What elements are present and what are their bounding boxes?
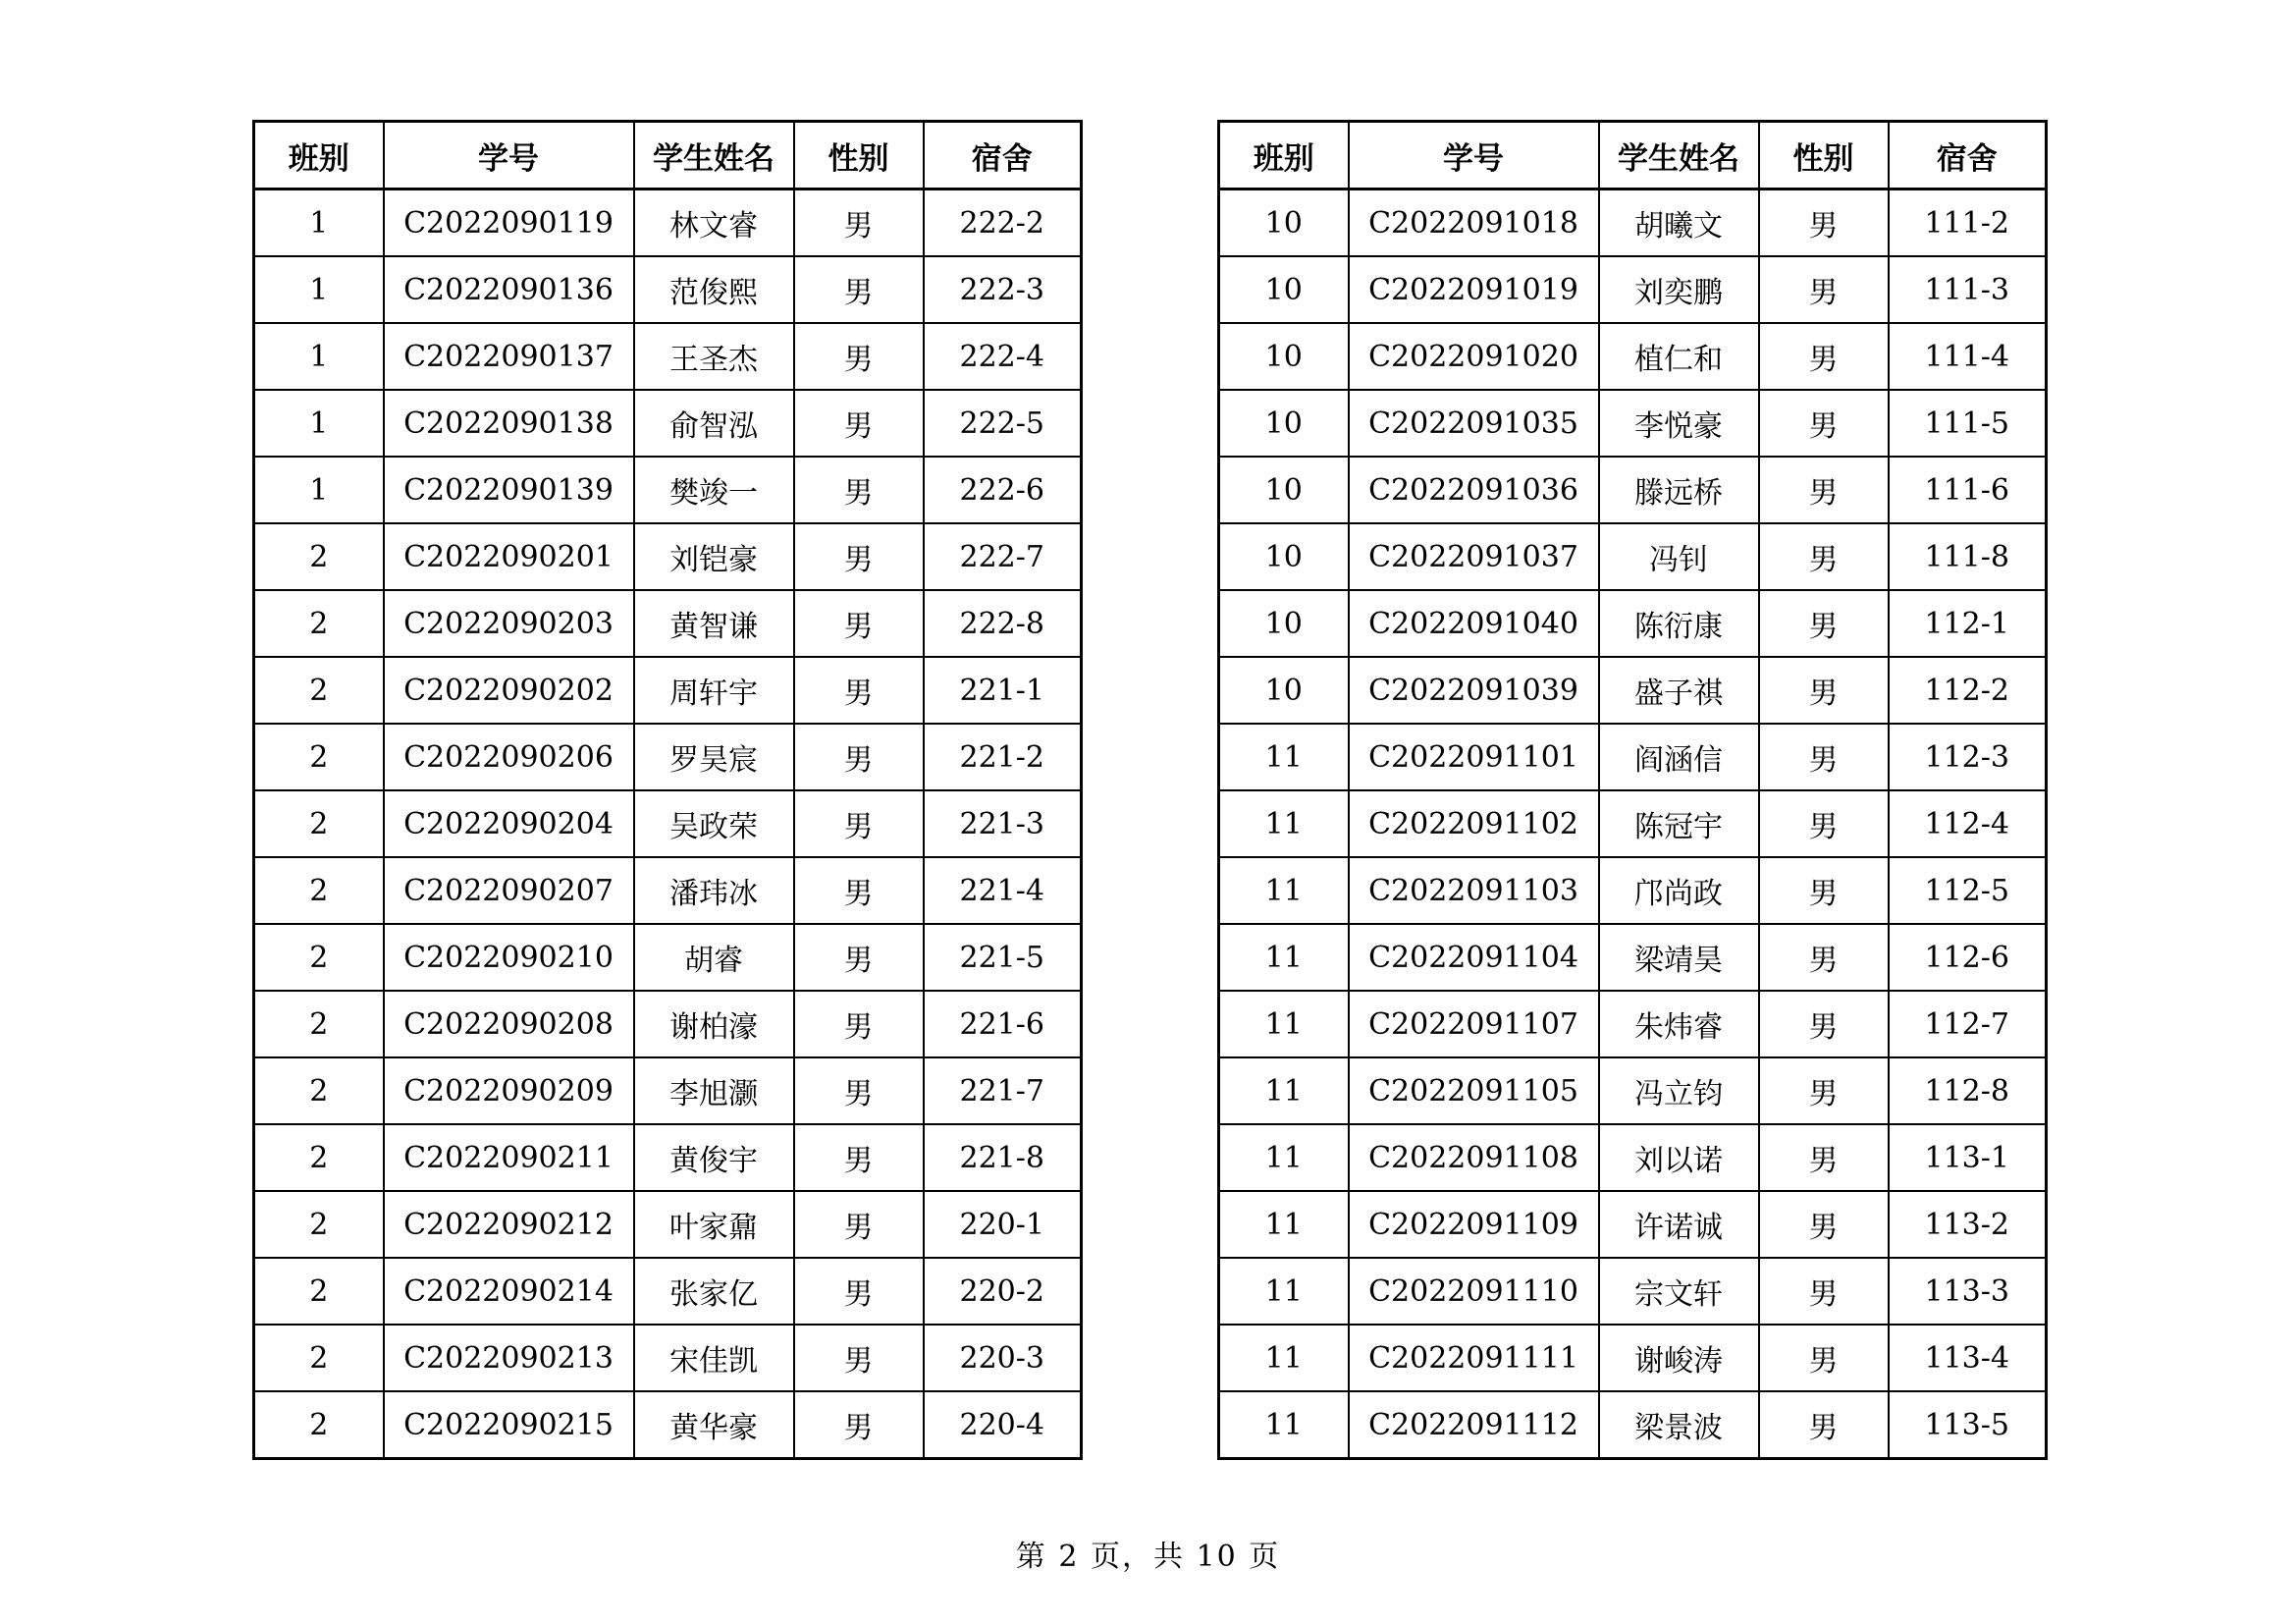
student-id-cell: C2022091112 [1349, 1391, 1599, 1459]
gender-cell: 男 [1759, 1325, 1889, 1391]
gender-cell: 男 [794, 390, 924, 457]
gender-cell: 男 [794, 189, 924, 257]
dormitory-cell: 220-2 [924, 1258, 1082, 1325]
student-name-cell: 陈冠宇 [1599, 790, 1759, 857]
student-id-cell: C2022091110 [1349, 1258, 1599, 1325]
gender-cell: 男 [1759, 991, 1889, 1057]
student-id-cell: C2022090203 [384, 590, 634, 657]
student-id-cell: C2022091102 [1349, 790, 1599, 857]
class-cell: 1 [254, 189, 384, 257]
table-row [254, 657, 1082, 724]
dormitory-cell: 112-4 [1889, 790, 2047, 857]
gender-cell: 男 [794, 724, 924, 790]
table-row [1219, 590, 2047, 657]
gender-cell: 男 [794, 1258, 924, 1325]
student-name-cell: 周轩宇 [634, 657, 794, 724]
student-name-cell: 植仁和 [1599, 323, 1759, 390]
student-name-cell: 叶家鼐 [634, 1191, 794, 1258]
student-id-cell: C2022090206 [384, 724, 634, 790]
class-cell: 11 [1219, 790, 1349, 857]
class-cell: 11 [1219, 724, 1349, 790]
student-name-cell: 冯立钧 [1599, 1057, 1759, 1124]
dormitory-cell: 221-4 [924, 857, 1082, 924]
table-row [254, 323, 1082, 390]
student-name-cell: 刘以诺 [1599, 1124, 1759, 1191]
class-cell: 10 [1219, 256, 1349, 323]
gender-cell: 男 [1759, 790, 1889, 857]
student-name-cell: 俞智泓 [634, 390, 794, 457]
dormitory-cell: 111-2 [1889, 189, 2047, 257]
class-cell: 1 [254, 457, 384, 523]
student-name-cell: 潘玮冰 [634, 857, 794, 924]
student-id-cell: C2022090119 [384, 189, 634, 257]
gender-cell: 男 [1759, 1057, 1889, 1124]
gender-cell: 男 [794, 790, 924, 857]
gender-cell: 男 [794, 1124, 924, 1191]
student-name-cell: 冯钊 [1599, 523, 1759, 590]
table-row [254, 256, 1082, 323]
gender-cell: 男 [794, 991, 924, 1057]
student-name-cell: 罗昊宸 [634, 724, 794, 790]
student-name-cell: 梁景波 [1599, 1391, 1759, 1459]
dormitory-cell: 112-1 [1889, 590, 2047, 657]
student-id-cell: C2022090202 [384, 657, 634, 724]
table-row [1219, 1057, 2047, 1124]
gender-cell: 男 [794, 1391, 924, 1459]
student-id-cell: C2022091103 [1349, 857, 1599, 924]
student-id-cell: C2022091108 [1349, 1124, 1599, 1191]
gender-cell: 男 [1759, 1191, 1889, 1258]
student-id-cell: C2022090137 [384, 323, 634, 390]
gender-cell: 男 [1759, 590, 1889, 657]
student-id-cell: C2022091020 [1349, 323, 1599, 390]
class-cell: 2 [254, 924, 384, 991]
student-name-cell: 樊竣一 [634, 457, 794, 523]
student-name-cell: 谢柏濠 [634, 991, 794, 1057]
table-row [1219, 724, 2047, 790]
dormitory-cell: 221-3 [924, 790, 1082, 857]
table-row [1219, 857, 2047, 924]
table-row [1219, 457, 2047, 523]
student-id-cell: C2022090139 [384, 457, 634, 523]
student-name-cell: 林文睿 [634, 189, 794, 257]
table-row [254, 457, 1082, 523]
student-name-cell: 李旭灏 [634, 1057, 794, 1124]
dormitory-cell: 220-3 [924, 1325, 1082, 1391]
class-cell: 2 [254, 1057, 384, 1124]
header-student-name: 学生姓名 [1599, 122, 1759, 189]
class-cell: 1 [254, 323, 384, 390]
class-cell: 2 [254, 991, 384, 1057]
student-id-cell: C2022090215 [384, 1391, 634, 1459]
student-id-cell: C2022090210 [384, 924, 634, 991]
student-id-cell: C2022091035 [1349, 390, 1599, 457]
table-row [254, 724, 1082, 790]
student-id-cell: C2022090211 [384, 1124, 634, 1191]
student-name-cell: 王圣杰 [634, 323, 794, 390]
class-cell: 10 [1219, 590, 1349, 657]
student-name-cell: 胡睿 [634, 924, 794, 991]
dormitory-cell: 222-4 [924, 323, 1082, 390]
dormitory-cell: 220-1 [924, 1191, 1082, 1258]
student-id-cell: C2022091107 [1349, 991, 1599, 1057]
table-row [254, 1325, 1082, 1391]
student-name-cell: 吴政荣 [634, 790, 794, 857]
student-name-cell: 宋佳凯 [634, 1325, 794, 1391]
student-id-cell: C2022090207 [384, 857, 634, 924]
student-id-cell: C2022091018 [1349, 189, 1599, 257]
gender-cell: 男 [794, 590, 924, 657]
table-row [1219, 991, 2047, 1057]
class-cell: 2 [254, 657, 384, 724]
table-header-row [1219, 122, 2047, 189]
gender-cell: 男 [794, 1057, 924, 1124]
student-name-cell: 李悦豪 [1599, 390, 1759, 457]
class-cell: 11 [1219, 991, 1349, 1057]
table-row [1219, 790, 2047, 857]
gender-cell: 男 [1759, 323, 1889, 390]
table-row [254, 857, 1082, 924]
dormitory-cell: 221-7 [924, 1057, 1082, 1124]
student-name-cell: 刘奕鹏 [1599, 256, 1759, 323]
student-name-cell: 刘铠豪 [634, 523, 794, 590]
dormitory-cell: 111-4 [1889, 323, 2047, 390]
student-id-cell: C2022090136 [384, 256, 634, 323]
table-row [254, 1191, 1082, 1258]
class-cell: 10 [1219, 523, 1349, 590]
class-cell: 2 [254, 790, 384, 857]
gender-cell: 男 [794, 523, 924, 590]
student-name-cell: 黄华豪 [634, 1391, 794, 1459]
dormitory-cell: 222-2 [924, 189, 1082, 257]
header-gender: 性别 [1759, 122, 1889, 189]
dormitory-cell: 111-5 [1889, 390, 2047, 457]
dormitory-cell: 112-5 [1889, 857, 2047, 924]
table-row [254, 1391, 1082, 1459]
class-cell: 2 [254, 724, 384, 790]
table-row [1219, 657, 2047, 724]
gender-cell: 男 [794, 657, 924, 724]
student-id-cell: C2022091101 [1349, 724, 1599, 790]
gender-cell: 男 [1759, 657, 1889, 724]
class-cell: 2 [254, 523, 384, 590]
student-id-cell: C2022090201 [384, 523, 634, 590]
class-cell: 2 [254, 1124, 384, 1191]
table-row [1219, 1391, 2047, 1459]
class-cell: 11 [1219, 1191, 1349, 1258]
dormitory-cell: 112-6 [1889, 924, 2047, 991]
roster-body-right [1219, 189, 2047, 1459]
class-cell: 11 [1219, 1391, 1349, 1459]
student-id-cell: C2022090213 [384, 1325, 634, 1391]
table-row [254, 1258, 1082, 1325]
gender-cell: 男 [794, 857, 924, 924]
header-dormitory: 宿舍 [1889, 122, 2047, 189]
student-id-cell: C2022091039 [1349, 657, 1599, 724]
dormitory-cell: 221-2 [924, 724, 1082, 790]
gender-cell: 男 [1759, 390, 1889, 457]
student-name-cell: 滕远桥 [1599, 457, 1759, 523]
student-id-cell: C2022091019 [1349, 256, 1599, 323]
table-row [254, 790, 1082, 857]
class-cell: 10 [1219, 457, 1349, 523]
student-id-cell: C2022091105 [1349, 1057, 1599, 1124]
table-row [254, 1124, 1082, 1191]
class-cell: 10 [1219, 657, 1349, 724]
gender-cell: 男 [1759, 189, 1889, 257]
header-class: 班别 [1219, 122, 1349, 189]
student-id-cell: C2022091109 [1349, 1191, 1599, 1258]
class-cell: 11 [1219, 1325, 1349, 1391]
student-id-cell: C2022091037 [1349, 523, 1599, 590]
student-name-cell: 陈衍康 [1599, 590, 1759, 657]
dormitory-cell: 113-4 [1889, 1325, 2047, 1391]
table-row [1219, 1191, 2047, 1258]
table-row [1219, 924, 2047, 991]
table-row [254, 991, 1082, 1057]
student-id-cell: C2022091104 [1349, 924, 1599, 991]
gender-cell: 男 [794, 256, 924, 323]
class-cell: 2 [254, 1391, 384, 1459]
gender-cell: 男 [1759, 1124, 1889, 1191]
gender-cell: 男 [1759, 457, 1889, 523]
gender-cell: 男 [1759, 1258, 1889, 1325]
dormitory-cell: 221-6 [924, 991, 1082, 1057]
dormitory-cell: 221-5 [924, 924, 1082, 991]
roster-body-left [254, 189, 1082, 1459]
dormitory-cell: 220-4 [924, 1391, 1082, 1459]
student-name-cell: 盛子祺 [1599, 657, 1759, 724]
class-cell: 11 [1219, 924, 1349, 991]
student-id-cell: C2022091040 [1349, 590, 1599, 657]
student-id-cell: C2022090209 [384, 1057, 634, 1124]
class-cell: 11 [1219, 857, 1349, 924]
gender-cell: 男 [794, 457, 924, 523]
gender-cell: 男 [1759, 1391, 1889, 1459]
student-id-cell: C2022090204 [384, 790, 634, 857]
class-cell: 2 [254, 857, 384, 924]
table-row [254, 523, 1082, 590]
gender-cell: 男 [794, 1325, 924, 1391]
class-cell: 2 [254, 1325, 384, 1391]
table-row [1219, 390, 2047, 457]
header-class: 班别 [254, 122, 384, 189]
dormitory-cell: 111-6 [1889, 457, 2047, 523]
dormitory-cell: 222-5 [924, 390, 1082, 457]
table-row [1219, 256, 2047, 323]
table-row [1219, 1124, 2047, 1191]
dormitory-cell: 113-1 [1889, 1124, 2047, 1191]
table-row [254, 390, 1082, 457]
dormitory-cell: 112-7 [1889, 991, 2047, 1057]
class-cell: 11 [1219, 1057, 1349, 1124]
gender-cell: 男 [794, 1191, 924, 1258]
student-name-cell: 邝尚政 [1599, 857, 1759, 924]
student-name-cell: 阎涵信 [1599, 724, 1759, 790]
dormitory-cell: 113-5 [1889, 1391, 2047, 1459]
dormitory-cell: 221-8 [924, 1124, 1082, 1191]
student-id-cell: C2022090138 [384, 390, 634, 457]
table-row [1219, 1258, 2047, 1325]
dormitory-cell: 222-3 [924, 256, 1082, 323]
roster-table-left [252, 120, 1083, 1460]
gender-cell: 男 [1759, 924, 1889, 991]
header-student-id: 学号 [1349, 122, 1599, 189]
table-row [254, 1057, 1082, 1124]
table-row [254, 590, 1082, 657]
gender-cell: 男 [1759, 523, 1889, 590]
student-id-cell: C2022091111 [1349, 1325, 1599, 1391]
student-name-cell: 宗文轩 [1599, 1258, 1759, 1325]
dormitory-cell: 222-7 [924, 523, 1082, 590]
table-row [1219, 523, 2047, 590]
student-name-cell: 许诺诚 [1599, 1191, 1759, 1258]
student-name-cell: 谢峻涛 [1599, 1325, 1759, 1391]
class-cell: 11 [1219, 1124, 1349, 1191]
student-id-cell: C2022090208 [384, 991, 634, 1057]
student-name-cell: 梁靖昊 [1599, 924, 1759, 991]
header-student-id: 学号 [384, 122, 634, 189]
student-id-cell: C2022090212 [384, 1191, 634, 1258]
dormitory-cell: 222-6 [924, 457, 1082, 523]
dormitory-cell: 112-2 [1889, 657, 2047, 724]
table-row [254, 924, 1082, 991]
roster-table-right [1217, 120, 2048, 1460]
student-id-cell: C2022090214 [384, 1258, 634, 1325]
class-cell: 2 [254, 590, 384, 657]
gender-cell: 男 [1759, 857, 1889, 924]
gender-cell: 男 [794, 323, 924, 390]
gender-cell: 男 [1759, 724, 1889, 790]
student-name-cell: 胡曦文 [1599, 189, 1759, 257]
student-name-cell: 朱炜睿 [1599, 991, 1759, 1057]
gender-cell: 男 [1759, 256, 1889, 323]
student-name-cell: 范俊熙 [634, 256, 794, 323]
header-student-name: 学生姓名 [634, 122, 794, 189]
table-row [1219, 189, 2047, 257]
table-header-row [254, 122, 1082, 189]
class-cell: 2 [254, 1258, 384, 1325]
gender-cell: 男 [794, 924, 924, 991]
student-name-cell: 黄智谦 [634, 590, 794, 657]
class-cell: 1 [254, 256, 384, 323]
table-row [1219, 323, 2047, 390]
dormitory-cell: 113-2 [1889, 1191, 2047, 1258]
class-cell: 1 [254, 390, 384, 457]
dormitory-cell: 112-8 [1889, 1057, 2047, 1124]
class-cell: 11 [1219, 1258, 1349, 1325]
dormitory-cell: 111-8 [1889, 523, 2047, 590]
dormitory-cell: 222-8 [924, 590, 1082, 657]
header-dormitory: 宿舍 [924, 122, 1082, 189]
table-row [254, 189, 1082, 257]
dormitory-cell: 113-3 [1889, 1258, 2047, 1325]
header-gender: 性别 [794, 122, 924, 189]
student-name-cell: 黄俊宇 [634, 1124, 794, 1191]
table-row [1219, 1325, 2047, 1391]
class-cell: 10 [1219, 390, 1349, 457]
page-number-footer: 第 2 页，共 10 页 [1015, 1540, 1281, 1574]
dormitory-cell: 111-3 [1889, 256, 2047, 323]
class-cell: 2 [254, 1191, 384, 1258]
class-cell: 10 [1219, 323, 1349, 390]
dormitory-cell: 112-3 [1889, 724, 2047, 790]
student-name-cell: 张家亿 [634, 1258, 794, 1325]
dormitory-cell: 221-1 [924, 657, 1082, 724]
student-id-cell: C2022091036 [1349, 457, 1599, 523]
class-cell: 10 [1219, 189, 1349, 257]
